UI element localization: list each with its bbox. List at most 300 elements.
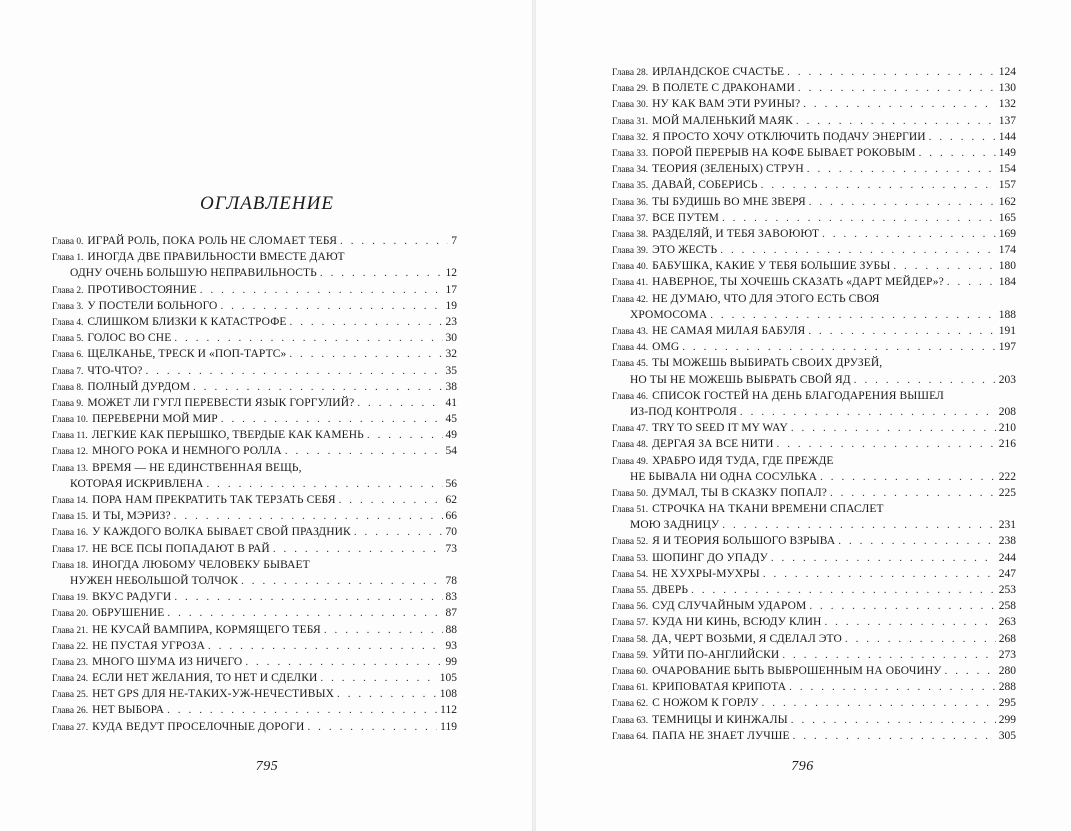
toc-entry-line [612, 64, 1016, 80]
chapter-page-number: 17 [445, 283, 457, 296]
toc-entry [612, 501, 1016, 533]
toc-entry-line [612, 161, 1016, 177]
dot-leader [367, 427, 443, 443]
dot-leader [167, 605, 442, 621]
toc-entry-line [52, 460, 457, 476]
chapter-label: Глава 63. [612, 715, 649, 726]
toc-entry-line [52, 427, 457, 443]
dot-leader [320, 265, 443, 281]
chapter-page-number: 32 [445, 348, 457, 361]
toc-entry-line [52, 265, 457, 281]
chapter-label: Глава 11. [52, 431, 88, 442]
chapter-page-number: 210 [998, 422, 1016, 435]
chapter-label: Глава 55. [612, 586, 649, 596]
toc-entry-line [52, 702, 457, 718]
chapter-label: Глава 1. [52, 253, 84, 264]
toc-entry [52, 702, 457, 718]
chapter-title: КУДА ВЕДУТ ПРОСЕЛОЧНЫЕ ДОРОГИ [92, 720, 305, 733]
toc-entry-line [612, 80, 1016, 96]
toc-entry [52, 670, 457, 686]
chapter-page-number: 130 [998, 82, 1016, 95]
chapter-title: НО ТЫ НЕ МОЖЕШЬ ВЫБРАТЬ СВОЙ ЯД [630, 373, 851, 386]
toc-entry-line [612, 242, 1016, 258]
chapter-page-number: 174 [998, 244, 1016, 257]
toc-entry-line [52, 379, 457, 395]
toc-entry-line [612, 533, 1016, 549]
chapter-page-number: 137 [998, 114, 1016, 127]
chapter-title: НЕТ ВЫБОРА [92, 704, 165, 717]
toc-entry [612, 420, 1016, 436]
chapter-title: ПРОТИВОСТОЯНИЕ [87, 283, 197, 296]
chapter-label: Глава 23. [52, 657, 89, 668]
chapter-title: ДАВАЙ, СОБЕРИСЬ [652, 179, 758, 192]
chapter-page-number: 23 [445, 315, 457, 328]
toc-entry-line [52, 282, 457, 298]
dot-leader [808, 323, 995, 339]
toc-entry [612, 712, 1016, 728]
toc-entry [612, 291, 1016, 323]
chapter-label: Глава 59. [612, 650, 649, 661]
toc-entry-line [612, 695, 1016, 711]
chapter-page-number: 188 [998, 308, 1016, 321]
toc-entry [612, 582, 1016, 598]
chapter-label: Глава 19. [52, 593, 89, 604]
chapter-label: Глава 17. [52, 544, 89, 555]
dot-leader [824, 614, 995, 630]
toc-entry-line [612, 453, 1016, 469]
dot-leader [174, 589, 442, 605]
chapter-page-number: 62 [445, 494, 457, 506]
toc-entry [612, 177, 1016, 193]
toc-entry-line [612, 420, 1016, 436]
chapter-page-number: 132 [998, 98, 1016, 111]
toc-entry-line [52, 638, 457, 654]
toc-list-right [612, 64, 1016, 744]
chapter-title: ШОПИНГ ДО УПАДУ [652, 551, 768, 564]
toc-entry [612, 242, 1016, 258]
chapter-title: У КАЖДОГО ВОЛКА БЫВАЕТ СВОЙ ПРАЗДНИК [92, 526, 351, 539]
toc-entry-line [52, 298, 457, 314]
chapter-label: Глава 7. [52, 366, 84, 377]
chapter-title: БАБУШКА, КАКИЕ У ТЕБЯ БОЛЬШИЕ ЗУБЫ [652, 260, 891, 273]
chapter-page-number: 49 [445, 429, 457, 442]
chapter-label: Глава 56. [612, 602, 649, 613]
dot-leader [245, 654, 442, 670]
chapter-page-number: 238 [998, 535, 1016, 548]
dot-leader [339, 492, 443, 508]
dot-leader [929, 129, 996, 145]
chapter-title: ПОЛНЫЙ ДУРДОМ [87, 380, 191, 393]
chapter-label: Глава 13. [52, 463, 89, 474]
chapter-label: Глава 54. [612, 569, 649, 580]
book-gutter [532, 0, 536, 831]
dot-leader [919, 145, 996, 161]
dot-leader [777, 436, 996, 452]
toc-entry-line [612, 388, 1016, 404]
chapter-page-number: 149 [998, 146, 1016, 159]
dot-leader [193, 379, 442, 395]
toc-entry [52, 541, 457, 557]
toc-entry-line [612, 614, 1016, 630]
dot-leader [320, 670, 436, 686]
chapter-page-number: 208 [998, 405, 1016, 418]
dot-leader [710, 307, 996, 323]
toc-entry-line [52, 249, 457, 265]
toc-entry-line [52, 476, 457, 492]
chapter-title: Я ПРОСТО ХОЧУ ОТКЛЮЧИТЬ ПОДАЧУ ЭНЕРГИИ [652, 130, 926, 143]
chapter-page-number: 19 [445, 299, 457, 312]
chapter-title: В ПОЛЕТЕ С ДРАКОНАМИ [652, 82, 795, 95]
chapter-title: МОЖЕТ ЛИ ГУГЛ ПЕРЕВЕСТИ ЯЗЫК ГОРГУЛИЙ? [87, 396, 355, 409]
toc-entry [612, 258, 1016, 274]
toc-entry [612, 210, 1016, 226]
toc-entry-line [612, 323, 1016, 339]
toc-entry [612, 485, 1016, 501]
toc-entry-line [52, 622, 457, 638]
chapter-title: ПЕРЕВЕРНИ МОЙ МИР [92, 413, 218, 426]
chapter-title: ПОРА НАМ ПРЕКРАТИТЬ ТАК ТЕРЗАТЬ СЕБЯ [92, 494, 336, 506]
chapter-title: НЕ ВСЕ ПСЫ ПОПАДАЮТ В РАЙ [92, 542, 270, 555]
toc-entry-line [52, 686, 457, 702]
chapter-label: Глава 43. [612, 327, 649, 337]
toc-entry [52, 346, 457, 362]
chapter-page-number: 93 [445, 639, 457, 652]
toc-entry-line [52, 443, 457, 459]
chapter-label: Глава 64. [612, 731, 649, 742]
toc-entry [52, 654, 457, 670]
toc-entry [612, 679, 1016, 695]
toc-entry-line [52, 573, 457, 589]
chapter-page-number: 119 [440, 720, 457, 733]
chapter-page-number: 216 [998, 438, 1016, 451]
chapter-label: Глава 32. [612, 132, 649, 143]
toc-entry-line [612, 307, 1016, 323]
toc-entry [52, 282, 457, 298]
toc-entry-line [52, 492, 457, 508]
dot-leader [947, 274, 996, 290]
toc-entry-line [612, 631, 1016, 647]
dot-leader [290, 314, 443, 330]
dot-leader [782, 647, 995, 663]
chapter-label: Глава 58. [612, 634, 649, 645]
toc-entry [612, 388, 1016, 420]
chapter-title: НЕ ПУСТАЯ УГРОЗА [92, 639, 206, 652]
chapter-label: Глава 35. [612, 181, 649, 192]
toc-entry-line [52, 330, 457, 346]
chapter-page-number: 263 [998, 616, 1016, 629]
toc-entry [612, 80, 1016, 96]
toc-entry-line [52, 541, 457, 557]
toc-entry [612, 453, 1016, 485]
toc-entry-line [612, 274, 1016, 290]
chapter-title: НЕТ GPS ДЛЯ НЕ-ТАКИХ-УЖ-НЕЧЕСТИВЫХ [92, 688, 335, 701]
chapter-label: Глава 9. [52, 398, 84, 409]
chapter-page-number: 73 [445, 542, 457, 555]
chapter-title: НЕ БЫВАЛА НИ ОДНА СОСУЛЬКА [630, 470, 818, 483]
chapter-page-number: 78 [445, 574, 457, 587]
dot-leader [285, 443, 443, 459]
chapter-label: Глава 4. [52, 317, 84, 328]
chapter-label: Глава 44. [612, 343, 649, 354]
chapter-page-number: 169 [998, 227, 1016, 240]
toc-entry-line [612, 469, 1016, 485]
chapter-page-number: 108 [439, 688, 457, 701]
chapter-title: МНОГО ШУМА ИЗ НИЧЕГО [92, 655, 243, 668]
toc-entry [52, 298, 457, 314]
dot-leader [838, 533, 996, 549]
dot-leader [340, 233, 448, 249]
dot-leader [722, 517, 995, 533]
chapter-page-number: 144 [998, 130, 1016, 143]
chapter-label: Глава 62. [612, 699, 649, 710]
chapter-label: Глава 47. [612, 424, 649, 435]
chapter-title: ПОРОЙ ПЕРЕРЫВ НА КОФЕ БЫВАЕТ РОКОВЫМ [652, 146, 916, 159]
toc-entry-line [612, 728, 1016, 744]
toc-entry [52, 363, 457, 379]
chapter-label: Глава 30. [612, 100, 649, 111]
chapter-page-number: 41 [445, 396, 457, 409]
dot-leader [762, 695, 996, 711]
chapter-label: Глава 27. [52, 722, 89, 733]
toc-entry-line [612, 582, 1016, 598]
toc-entry [52, 508, 457, 524]
chapter-page-number: 154 [998, 163, 1016, 176]
chapter-page-number: 38 [445, 380, 457, 393]
dot-leader [807, 161, 996, 177]
dot-leader [822, 226, 996, 242]
page-number-left: 795 [255, 759, 279, 774]
chapter-label: Глава 3. [52, 301, 84, 312]
chapter-page-number: 225 [998, 486, 1016, 499]
dot-leader [787, 64, 996, 80]
toc-entry [52, 622, 457, 638]
toc-entry [52, 249, 457, 281]
dot-leader [200, 282, 443, 298]
chapter-title: ИГРАЙ РОЛЬ, ПОКА РОЛЬ НЕ СЛОМАЕТ ТЕБЯ [87, 235, 337, 247]
toc-entry-line [612, 647, 1016, 663]
chapter-title: ДУМАЛ, ТЫ В СКАЗКУ ПОПАЛ? [652, 486, 827, 499]
dot-leader [854, 372, 996, 388]
chapter-page-number: 258 [998, 600, 1016, 613]
chapter-title: УЙТИ ПО-АНГЛИЙСКИ [652, 648, 780, 661]
chapter-page-number: 253 [998, 584, 1016, 596]
dot-leader [220, 298, 442, 314]
chapter-page-number: 244 [998, 551, 1016, 564]
chapter-title: ТЫ БУДИШЬ ВО МНЕ ЗВЕРЯ [652, 195, 806, 208]
chapter-title: СУД СЛУЧАЙНЫМ УДАРОМ [652, 600, 807, 613]
toc-entry [612, 145, 1016, 161]
chapter-label: Глава 40. [612, 262, 649, 273]
chapter-title: РАЗДЕЛЯЙ, И ТЕБЯ ЗАВОЮЮТ [652, 227, 820, 240]
chapter-label: Глава 8. [52, 382, 84, 393]
chapter-label: Глава 14. [52, 496, 89, 506]
chapter-title: ТЕОРИЯ (ЗЕЛЕНЫХ) СТРУН [652, 163, 804, 176]
toc-entry [612, 614, 1016, 630]
toc-entry [612, 647, 1016, 663]
toc-entry-line [52, 670, 457, 686]
chapter-label: Глава 33. [612, 148, 649, 159]
toc-entry-line [612, 145, 1016, 161]
chapter-title: СПИСОК ГОСТЕЙ НА ДЕНЬ БЛАГОДАРЕНИЯ ВЫШЕЛ [652, 389, 944, 402]
chapter-title: СТРОЧКА НА ТКАНИ ВРЕМЕНИ СПАСЛЕТ [652, 503, 884, 516]
dot-leader [174, 330, 442, 346]
dot-leader [830, 485, 996, 501]
chapter-label: Глава 51. [612, 505, 649, 516]
toc-entry-line [612, 679, 1016, 695]
chapter-label: Глава 24. [52, 674, 89, 685]
toc-entry [52, 492, 457, 508]
toc-entry [612, 274, 1016, 290]
chapter-title: ЧТО-ЧТО? [87, 364, 143, 377]
toc-entry-line [612, 210, 1016, 226]
chapter-page-number: 112 [440, 704, 457, 717]
chapter-label: Глава 28. [612, 68, 649, 78]
toc-entry [52, 427, 457, 443]
chapter-title: Я И ТЕОРИЯ БОЛЬШОГО ВЗРЫВА [652, 535, 836, 548]
chapter-label: Глава 48. [612, 440, 649, 451]
chapter-label: Глава 49. [612, 456, 649, 467]
chapter-page-number: 165 [998, 211, 1016, 224]
chapter-label: Глава 0. [52, 237, 84, 247]
dot-leader [357, 395, 442, 411]
toc-entry-line [612, 291, 1016, 307]
chapter-page-number: 157 [998, 179, 1016, 192]
chapter-label: Глава 25. [52, 690, 89, 701]
toc-entry [612, 339, 1016, 355]
toc-entry-line [612, 177, 1016, 193]
toc-entry [52, 233, 457, 249]
chapter-page-number: 231 [998, 519, 1016, 532]
toc-entry [52, 557, 457, 589]
chapter-title: ТЕМНИЦЫ И КИНЖАЛЫ [652, 713, 788, 726]
chapter-label: Глава 41. [612, 278, 649, 289]
toc-entry-line [612, 129, 1016, 145]
chapter-page-number: 54 [445, 445, 457, 458]
chapter-label: Глава 29. [612, 84, 649, 95]
chapter-title: TRY TO SEED IT MY WAY [652, 422, 788, 435]
toc-entry [612, 436, 1016, 452]
chapter-page-number: 87 [445, 607, 457, 620]
toc-entry-line [612, 258, 1016, 274]
chapter-label: Глава 61. [612, 683, 649, 694]
chapter-page-number: 295 [998, 697, 1016, 710]
toc-entry-line [612, 566, 1016, 582]
dot-leader [206, 476, 442, 492]
chapter-title: ПАПА НЕ ЗНАЕТ ЛУЧШЕ [652, 729, 790, 742]
dot-leader [845, 631, 996, 647]
dot-leader [809, 194, 996, 210]
toc-entry-line [52, 395, 457, 411]
dot-leader [307, 719, 437, 735]
dot-leader [803, 96, 996, 112]
chapter-label: Глава 26. [52, 706, 89, 717]
chapter-title: ДА, ЧЕРТ ВОЗЬМИ, Я СДЕЛАЛ ЭТО [652, 632, 842, 645]
chapter-label: Глава 20. [52, 609, 89, 620]
dot-leader [796, 113, 996, 129]
toc-entry [52, 395, 457, 411]
toc-entry [612, 533, 1016, 549]
chapter-page-number: 66 [445, 510, 457, 523]
toc-entry [52, 443, 457, 459]
chapter-title: ЭТО ЖЕСТЬ [652, 244, 718, 257]
dot-leader [208, 638, 442, 654]
chapter-label: Глава 16. [52, 528, 89, 539]
toc-entry [612, 598, 1016, 614]
dot-leader [722, 210, 996, 226]
chapter-page-number: 105 [439, 672, 457, 685]
toc-entry [52, 460, 457, 492]
dot-leader [337, 686, 437, 702]
dot-leader [763, 566, 996, 582]
chapter-label: Глава 53. [612, 553, 649, 564]
chapter-page-number: 124 [998, 66, 1016, 78]
toc-entry-line [52, 233, 457, 249]
dot-leader [273, 541, 443, 557]
chapter-label: Глава 5. [52, 334, 84, 345]
toc-entry-line [612, 436, 1016, 452]
toc-entry-line [52, 508, 457, 524]
chapter-label: Глава 2. [52, 285, 84, 296]
chapter-page-number: 197 [998, 341, 1016, 354]
toc-entry-line [52, 363, 457, 379]
chapter-label: Глава 18. [52, 560, 89, 571]
chapter-title: НЕ САМАЯ МИЛАЯ БАБУЛЯ [652, 325, 806, 337]
chapter-label: Глава 6. [52, 350, 84, 361]
toc-entry-line [612, 339, 1016, 355]
chapter-title: ДВЕРЬ [652, 584, 689, 596]
chapter-page-number: 288 [998, 681, 1016, 694]
chapter-label: Глава 52. [612, 537, 649, 548]
dot-leader [893, 258, 995, 274]
chapter-page-number: 35 [445, 364, 457, 377]
dot-leader [740, 404, 996, 420]
dot-leader [691, 582, 996, 598]
toc-entry [612, 663, 1016, 679]
left-page [0, 0, 534, 831]
toc-entry [612, 728, 1016, 744]
chapter-page-number: 45 [445, 413, 457, 426]
dot-leader [289, 346, 442, 362]
chapter-page-number: 56 [445, 477, 457, 490]
chapter-title: ТЫ МОЖЕШЬ ВЫБИРАТЬ СВОИХ ДРУЗЕЙ, [652, 357, 883, 370]
chapter-title: НЕ ХУХРЫ-МУХРЫ [652, 567, 760, 580]
chapter-title: НЕ ДУМАЮ, ЧТО ДЛЯ ЭТОГО ЕСТЬ СВОЯ [652, 292, 880, 305]
chapter-label: Глава 45. [612, 359, 649, 370]
dot-leader [324, 622, 443, 638]
toc-entry-line [612, 501, 1016, 517]
toc-entry-line [612, 194, 1016, 210]
chapter-title: КУДА НИ КИНЬ, ВСЮДУ КЛИН [652, 616, 822, 629]
chapter-page-number: 184 [998, 276, 1016, 289]
chapter-title: ОДНУ ОЧЕНЬ БОЛЬШУЮ НЕПРАВИЛЬНОСТЬ [70, 267, 317, 280]
toc-entry [52, 605, 457, 621]
chapter-label: Глава 22. [52, 641, 89, 652]
toc-entry-line [612, 96, 1016, 112]
chapter-page-number: 30 [445, 332, 457, 345]
dot-leader [354, 524, 443, 540]
toc-entry-line [612, 226, 1016, 242]
chapter-title: МОЮ ЗАДНИЦУ [630, 519, 720, 532]
dot-leader [945, 663, 996, 679]
toc-entry [612, 695, 1016, 711]
toc-entry-line [52, 605, 457, 621]
chapter-title: ОБРУШЕНИЕ [92, 607, 165, 620]
dot-leader [720, 242, 995, 258]
chapter-page-number: 162 [998, 195, 1016, 208]
toc-entry [612, 64, 1016, 80]
toc-entry-line [612, 517, 1016, 533]
chapter-page-number: 280 [998, 664, 1016, 677]
